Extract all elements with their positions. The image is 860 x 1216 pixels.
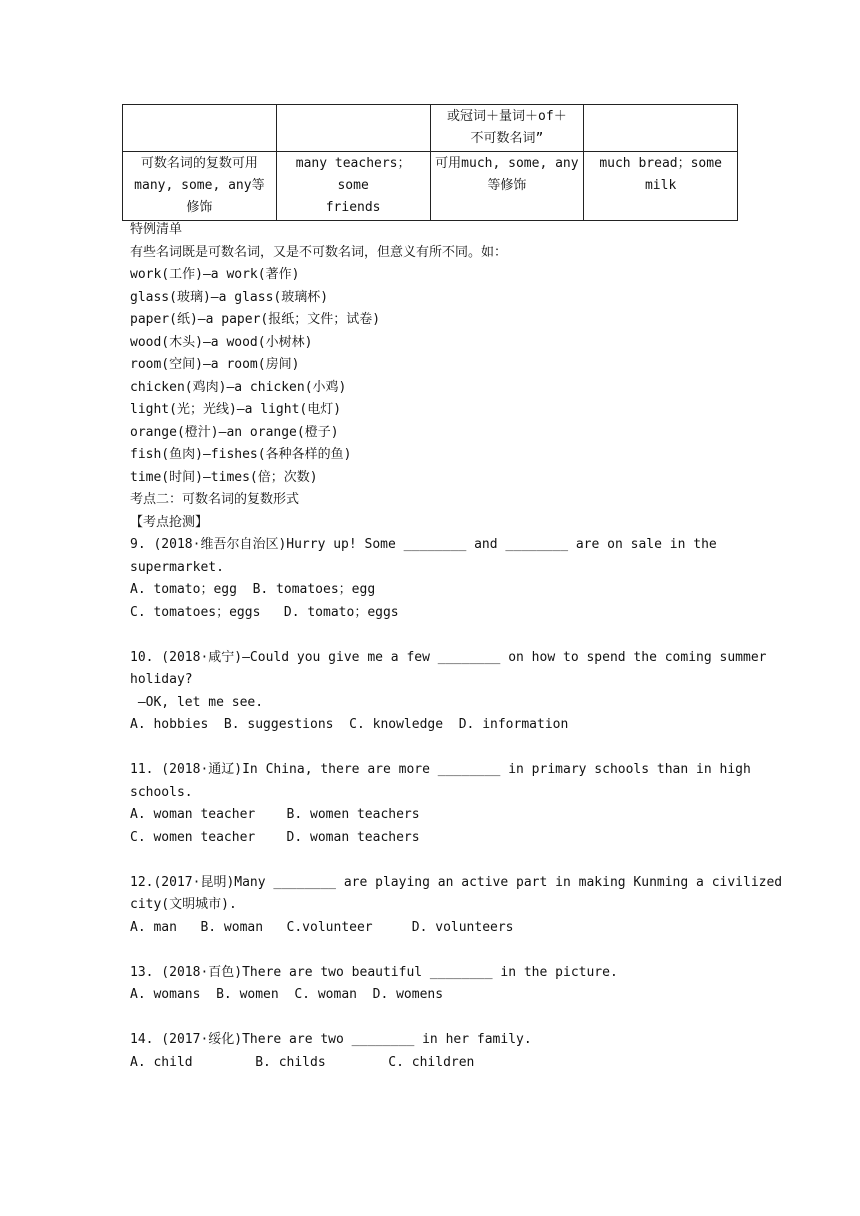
question-text: 10. (2018·咸宁)—Could you give me a few ________ on how to spend the coming summer [130,649,767,665]
question-item [130,647,767,760]
spacer [130,737,732,760]
question-list [130,534,783,1074]
table-cell [123,105,277,152]
question-text: 14. (2017·绥化)There are two ________ in her family. [130,1032,532,1047]
document-body [130,219,783,1074]
question-text: holiday? [130,672,193,687]
special-item: light(光；光线)—a light(电灯) [130,402,342,417]
question-options: A. woman teacher B. women teachers [130,807,420,822]
question-item [130,1029,732,1074]
special-list [130,264,732,489]
question-options: C. tomatoes；eggs D. tomato；eggs [130,604,399,620]
noun-comparison-table [122,104,738,221]
special-intro: 有些名词既是可数名词，又是不可数名词，但意义有所不同。如： [130,244,508,260]
spacer [130,939,732,962]
question-text: 9. (2018·维吾尔自治区)Hurry up! Some ________ and ________ are on sale in the [130,537,717,552]
table-cell: many teachers；some friends [276,152,430,221]
table-cell: 或冠词＋量词＋of＋ 不可数名词” [430,105,584,152]
special-item: fish(鱼肉)—fishes(各种各样的鱼) [130,447,352,462]
special-heading: 特例清单 [130,222,183,237]
question-options: A. tomato；egg B. tomatoes；egg [130,582,376,597]
question-text: 12.(2017·昆明)Many ________ are playing an active part in making Kunming a civilized [130,874,783,890]
table-row [123,152,738,221]
special-item: time(时间)—times(倍；次数) [130,469,318,485]
question-options: A. child B. childs C. children [130,1054,475,1070]
question-text: supermarket. [130,559,224,575]
special-item: room(空间)—a room(房间) [130,357,300,372]
question-options: C. women teacher D. woman teachers [130,829,420,845]
spacer [130,624,732,647]
question-text: city(文明城市). [130,897,237,912]
special-item: chicken(鸡肉)—a chicken(小鸡) [130,379,347,395]
question-item [130,759,751,872]
spacer [130,849,732,872]
question-options: A. hobbies B. suggestions C. knowledge D. information [130,717,569,732]
question-item [130,872,783,962]
question-item [130,962,732,1030]
special-item: wood(木头)—a wood(小树林) [130,334,313,350]
question-text: schools. [130,784,193,800]
question-options: A. man B. woman C.volunteer D. volunteers [130,919,514,935]
special-item: paper(纸)—a paper(报纸；文件；试卷) [130,312,381,327]
question-text: —OK, let me see. [130,694,264,710]
special-item: work(工作)—a work(著作) [130,267,300,282]
table-cell: 可用much, some, any 等修饰 [430,152,584,221]
table-cell: 可数名词的复数可用 many, some, any等 修饰 [123,152,277,221]
special-item: orange(橙汁)—an orange(橙子) [130,424,339,440]
table-cell [584,105,738,152]
table-cell: much bread；some milk [584,152,738,221]
question-text: 13. (2018·百色)There are two beautiful ________ in the picture. [130,964,618,980]
table-cell [276,105,430,152]
question-text: 11. (2018·通辽)In China, there are more ________ in primary schools than in high [130,762,751,777]
table-row [123,105,738,152]
question-item [130,534,732,647]
special-item: glass(玻璃)—a glass(玻璃杯) [130,289,329,305]
spacer [130,1007,732,1030]
section-title: 考点二：可数名词的复数形式 [130,492,300,507]
question-options: A. womans B. women C. woman D. womens [130,987,444,1002]
section-subtitle: 【考点抢测】 [130,514,209,530]
